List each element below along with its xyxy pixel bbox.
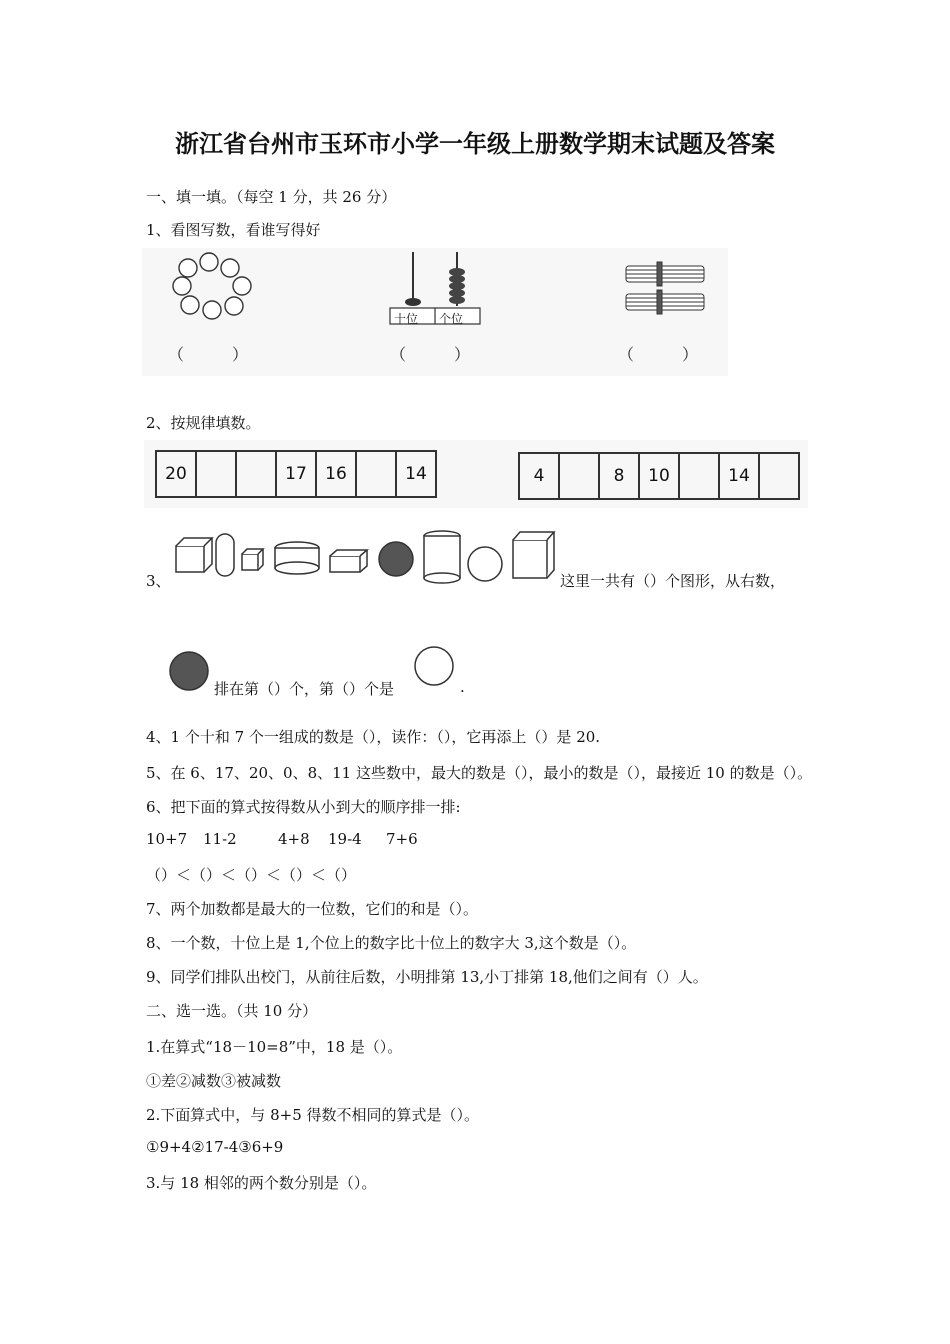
seq1-cell: 20 bbox=[157, 452, 197, 496]
seq2-cell: 14 bbox=[720, 454, 760, 498]
abacus-ones-label: 个位 bbox=[439, 312, 464, 326]
circle-icon bbox=[412, 644, 458, 690]
question-9: 9、同学们排队出校门，从前往后数，小明排第 13,小丁排第 18,他们之间有（）人。 bbox=[146, 968, 708, 986]
question-3-end: . bbox=[460, 678, 465, 696]
seq2-cell: 8 bbox=[600, 454, 640, 498]
section-2-question-3: 3.与 18 相邻的两个数分别是（）。 bbox=[146, 1174, 377, 1192]
question-2: 2、按规律填数。 bbox=[146, 414, 261, 432]
question-1: 1、看图写数，看谁写得好 bbox=[146, 221, 321, 239]
expression: 7+6 bbox=[386, 830, 418, 848]
seq2-blank[interactable] bbox=[680, 454, 720, 498]
question-4: 4、1 个十和 7 个一组成的数是（），读作：（），它再添上（）是 20. bbox=[146, 728, 601, 746]
seq1-blank[interactable] bbox=[357, 452, 397, 496]
question-7: 7、两个加数都是最大的一位数，它们的和是（）。 bbox=[146, 900, 479, 918]
question-6: 6、把下面的算式按得数从小到大的顺序排一排: bbox=[146, 798, 461, 816]
section-2-heading: 二、选一选。（共 10 分） bbox=[146, 1002, 318, 1020]
answer-bracket-2[interactable]: （ ） bbox=[390, 345, 471, 364]
section-2-question-1-options: ①差②减数③被减数 bbox=[146, 1072, 282, 1090]
question-3-text: 这里一共有（）个图形，从右数， bbox=[560, 572, 786, 590]
seq2-cell: 10 bbox=[640, 454, 680, 498]
circles-figure bbox=[173, 253, 251, 319]
expression: 11-2 bbox=[203, 830, 237, 848]
seq2-blank[interactable] bbox=[760, 454, 798, 498]
seq2-cell: 4 bbox=[520, 454, 560, 498]
expression: 19-4 bbox=[328, 830, 362, 848]
q1-figure-panel bbox=[142, 248, 728, 376]
sequence-1 bbox=[155, 450, 437, 498]
sphere-icon bbox=[168, 650, 212, 694]
seq1-cell: 16 bbox=[317, 452, 357, 496]
question-5: 5、在 6、17、20、0、8、11 这些数中，最大的数是（），最小的数是（），最接近 10 的数是（）。 bbox=[146, 764, 813, 782]
question-8: 8、一个数，十位上是 1,个位上的数字比十位上的数字大 3,这个数是（）。 bbox=[146, 934, 637, 952]
seq1-cell: 14 bbox=[405, 464, 427, 484]
seq2-blank[interactable] bbox=[560, 454, 600, 498]
question-3-number: 3、 bbox=[146, 572, 171, 590]
expression: 10+7 bbox=[146, 830, 188, 848]
section-1-heading: 一、填一填。（每空 1 分，共 26 分） bbox=[146, 188, 397, 206]
seq1-blank[interactable] bbox=[197, 452, 237, 496]
question-3-position-text: 排在第（）个，第（）个是 bbox=[214, 680, 395, 698]
section-2-question-2-options: ①9+4②17-4③6+9 bbox=[146, 1138, 284, 1156]
expression: 4+8 bbox=[278, 830, 310, 848]
page-title: 浙江省台州市玉环市小学一年级上册数学期末试题及答案 bbox=[175, 130, 775, 158]
sequence-2 bbox=[518, 452, 800, 500]
question-6-order: （）＜（）＜（）＜（）＜（） bbox=[146, 866, 357, 884]
section-2-question-2: 2.下面算式中，与 8+5 得数不相同的算式是（）。 bbox=[146, 1106, 480, 1124]
answer-bracket-3[interactable]: （ ） bbox=[618, 345, 699, 364]
seq1-cell: 17 bbox=[277, 452, 317, 496]
q3-shapes-figure bbox=[170, 524, 558, 586]
answer-bracket-1[interactable]: （ ） bbox=[168, 345, 249, 364]
section-2-question-1: 1.在算式“18－10=8”中，18 是（）。 bbox=[146, 1038, 403, 1056]
abacus-tens-label: 十位 bbox=[394, 312, 419, 326]
seq1-blank[interactable] bbox=[237, 452, 277, 496]
sticks-bundles-figure bbox=[626, 262, 704, 314]
